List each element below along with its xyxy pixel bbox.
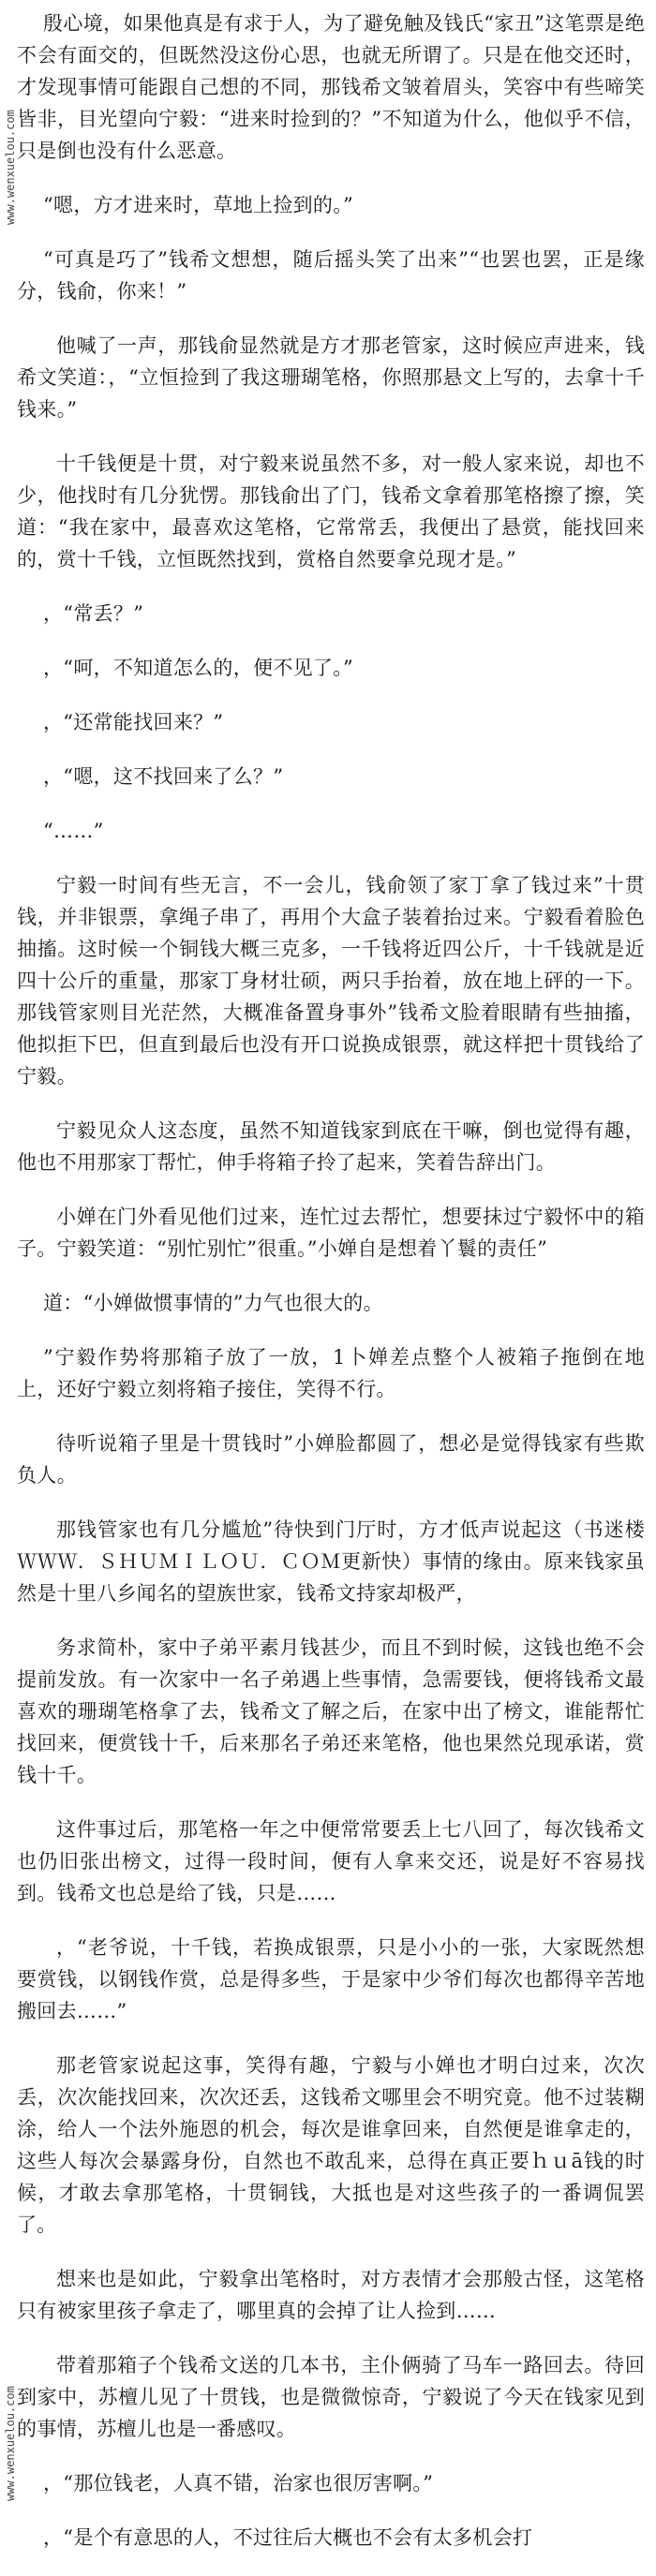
paragraph: 他喊了一声，那钱俞显然就是方才那老管家，这时候应声进来，钱希文笑道：，“立恒捡到了我这珊瑚笔格，你照那悬文上写的，去拿十千钱来。” bbox=[17, 334, 645, 421]
paragraph: 那钱管家也有几分尴尬”待快到门厅时，方才低声说起这（书迷楼ＷＷＷ．ＳＨＵＭＩＬＯＵ．ＣＯＭ更新快）事情的缘由。原来钱家虽然是十里八乡闻名的望族世家，钱希文持家却极严， bbox=[17, 1518, 645, 1605]
paragraph: “……” bbox=[43, 820, 104, 842]
paragraph: ，“老爷说，十千钱，若换成银票，只是小小的一张，大家既然想要赏钱，以钢钱作赏，总是得多些，于是家中少爷们每次也都得辛苦地搬回去……” bbox=[17, 1936, 645, 2022]
paragraph: 宁毅见众人这态度，虽然不知道钱家到底在干嘛，倒也觉得有趣，他也不用那家丁帮忙，伸手将箱子拎了起来，笑着告辞出门。 bbox=[17, 1119, 645, 1174]
paragraph: 小婵在门外看见他们过来，连忙过去帮忙，想要抹过宁毅怀中的箱子。宁毅笑道：“别忙别忙”很重。”小婵自是想着丫鬟的责任” bbox=[17, 1206, 645, 1260]
paragraph: ，“那位钱老，人真不错，治家也很厉害啊。” bbox=[43, 2472, 434, 2495]
watermark-top: www.wenxuelou.com bbox=[4, 110, 17, 225]
paragraph: 想来也是如此，宁毅拿出笔格时，对方表情才会那般古怪，这笔格只有被家里孩子拿走了，哪里真的会掉了让人捡到…… bbox=[17, 2268, 645, 2322]
paragraph: 那老管家说起这事，笑得有趣，宁毅与小婵也才明白过来，次次丢，次次能找回来，次次还丢，这钱希文哪里会不明究竟。他不过装糊涂，给人一个法外施恩的机会，每次是谁拿回来，自然便是谁拿走的，这些人每次会暴露身份，自然也不敢乱来，总得在真正要ｈｕā钱的时候，才敢去拿那笔格，十贯铜钱，大抵也是对这些孩子的一番调侃罢了。 bbox=[17, 2054, 645, 2236]
paragraph: 十千钱便是十贯，对宁毅来说虽然不多，对一般人家来说，却也不少，他找时有几分犹愣。那钱俞出了门，钱希文拿着那笔格擦了擦，笑道：“我在家中，最喜欢这笔格，它常常丢，我便出了悬赏，能找回来的，赏十千钱，立恒既然找到，赏格自然要拿兑现才是。” bbox=[17, 452, 645, 570]
paragraph: ，“是个有意思的人，不过往后大概也不会有太多机会打 bbox=[43, 2526, 533, 2549]
paragraph: 务求简朴，家中子弟平素月钱甚少，而且不到时候，这钱也绝不会提前发放。有一次家中一名子弟遇上些事情，急需要钱，便将钱希文最喜欢的珊瑚笔格拿了去，钱希文了解之后，在家中出了榜文，谁能帮忙找回来，便赏钱十千，后来那名子弟还来笔格，他也果然兑现承诺，赏钱十千。 bbox=[17, 1636, 645, 1786]
paragraph: “嗯，方才进来时，草地上捡到的。” bbox=[43, 194, 354, 216]
paragraph: 这件事过后，那笔格一年之中便常常要丢上七八回了，每次钱希文也仍旧张出榜文，过得一段时间，便有人拿来交还，说是好不容易找到。钱希文也总是给了钱，只是…… bbox=[17, 1818, 645, 1904]
article-body bbox=[17, 7, 645, 2576]
paragraph: 待听说箱子里是十贯钱时”小婵脸都圆了，想必是觉得钱家有些欺负人。 bbox=[17, 1432, 645, 1487]
watermark-bottom: www.wenxuelou.com bbox=[4, 2386, 17, 2501]
paragraph: 宁毅一时间有些无言，不一会儿，钱俞领了家丁拿了钱过来”十贯钱，并非银票，拿绳子串了，再用个大盒子装着抬过来。宁毅看着脸色抽搐。这时候一个铜钱大概三克多，一千钱将近四公斤，十千钱就是近四十公斤的重量，那家丁身材壮硕，两只手抬着，放在地上砰的一下。那钱管家则目光茫然，大概准备置身事外”钱希文脸着眼睛有些抽搐，他拟拒下巴，但直到最后也没有开口说换成银票，就这样把十贯钱给了宁毅。 bbox=[17, 874, 645, 1088]
paragraph: 带着那箱子个钱希文送的几本书，主仆俩骑了马车一路回去。待回到家中，苏檀儿见了十贯钱，也是微微惊奇，宁毅说了今天在钱家见到的事情，苏檀儿也是一番感叹。 bbox=[17, 2354, 645, 2440]
paragraph: ，“还常能找回来？” bbox=[43, 711, 224, 733]
paragraph: ，“呵，不知道怎么的，便不见了。” bbox=[43, 657, 354, 679]
paragraph: 道：“小婵做惯事情的”力气也很大的。 bbox=[43, 1292, 383, 1314]
paragraph: ”宁毅作势将那箱子放了一放，1卜婵差点整个人被箱子拖倒在地上，还好宁毅立刻将箱子接住，笑得不行。 bbox=[17, 1346, 645, 1400]
paragraph: 殷心境，如果他真是有求于人，为了避免触及钱氏“家丑”这笔票是绝不会有面交的，但既然没这份心思，也就无所谓了。只是在他交还时，才发现事情可能跟自己想的不同，那钱希文皱着眉头，笑容中有些啼笑皆非，目光望向宁毅：“进来时捡到的？”不知道为什么，他似乎不信，只是倒也没有什么恶意。 bbox=[17, 12, 645, 162]
paragraph: ，“嗯，这不找回来了么？” bbox=[43, 765, 284, 788]
paragraph: ，“常丢？” bbox=[43, 602, 144, 625]
paragraph: “可真是巧了”钱希文想想，随后摇头笑了出来”“也罢也罢，正是缘分，钱俞，你来！” bbox=[17, 248, 645, 303]
